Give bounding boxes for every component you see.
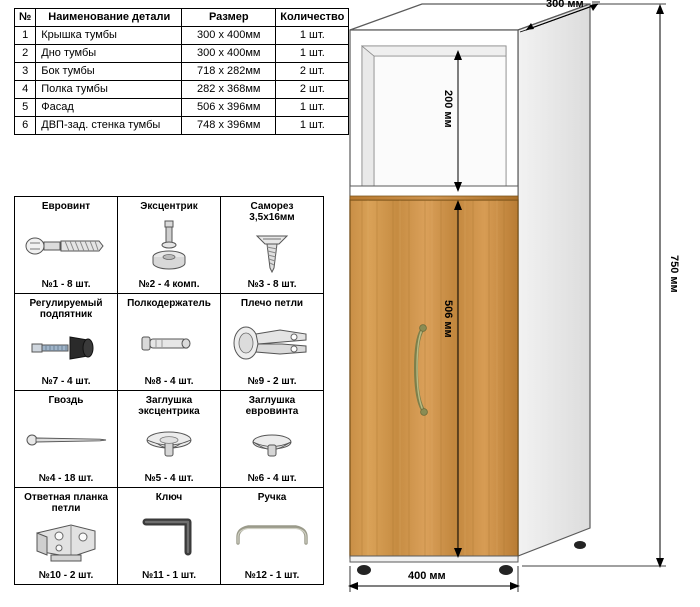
cell-quantity: 1 шт.	[276, 117, 349, 135]
dimension-label-width: 400 мм	[408, 570, 446, 582]
cell-part-name: Полка тумбы	[36, 81, 182, 99]
header-number: №	[15, 9, 36, 27]
cabinet-niche-back	[374, 56, 506, 186]
table-row	[15, 99, 349, 117]
hardware-quantity: №5 - 4 шт.	[144, 473, 194, 484]
dimension-label-niche-height: 200 мм	[442, 90, 454, 128]
hardware-title-line1: Саморез	[250, 201, 294, 212]
hardware-title-line1: Ответная планка	[24, 492, 108, 503]
hardware-row	[15, 391, 324, 488]
hardware-cell-euro-screw-cap	[221, 391, 324, 488]
cell-size: 506 х 396мм	[182, 99, 276, 117]
hardware-row	[15, 197, 324, 294]
table-row	[15, 63, 349, 81]
hardware-title-line1: Регулируемый	[29, 298, 103, 309]
cam-lock-icon	[119, 212, 219, 279]
hardware-cell-hinge-plate	[15, 488, 118, 585]
dimension-label-total-height: 750 мм	[668, 255, 680, 293]
hardware-title: Плечо петли	[240, 298, 304, 309]
header-part-name: Наименование детали	[36, 9, 182, 27]
cabinet-niche-left-wall	[362, 46, 374, 186]
hardware-grid	[14, 196, 324, 585]
handle-icon	[222, 503, 322, 570]
hardware-cell-cam-cap	[118, 391, 221, 488]
parts-table-header-row	[15, 9, 349, 27]
hardware-quantity: №8 - 4 шт.	[144, 376, 194, 387]
hardware-title-line2: 3,5х16мм	[249, 212, 295, 223]
table-row	[15, 27, 349, 45]
cam-cap-icon	[119, 417, 219, 473]
hardware-title-line1: Заглушка	[248, 395, 296, 406]
hardware-cell-hinge-arm	[221, 294, 324, 391]
cabinet-door-facade	[350, 200, 518, 558]
hardware-cell-adjustable-foot	[15, 294, 118, 391]
self-tapping-screw-icon	[222, 223, 322, 279]
hardware-title	[246, 395, 299, 417]
cell-number: 5	[15, 99, 36, 117]
hardware-title	[249, 201, 294, 223]
hardware-title	[30, 298, 103, 320]
cabinet-foot-back-right	[574, 541, 586, 549]
cabinet-drawing	[330, 0, 700, 602]
cell-part-name: Бок тумбы	[36, 63, 182, 81]
hardware-cell-euro-screw	[15, 197, 118, 294]
cell-part-name: Крышка тумбы	[36, 27, 182, 45]
cell-number: 3	[15, 63, 36, 81]
allen-key-icon	[119, 503, 219, 570]
cabinet-niche-ceiling	[362, 46, 506, 56]
hardware-quantity: №7 - 4 шт.	[41, 376, 91, 387]
hardware-quantity: №10 - 2 шт.	[38, 570, 94, 581]
hinge-arm-icon	[222, 309, 322, 376]
hinge-plate-icon	[16, 514, 116, 570]
hardware-title-line2: петли	[51, 503, 81, 514]
cell-quantity: 1 шт.	[276, 27, 349, 45]
hardware-row	[15, 488, 324, 585]
hardware-quantity: №3 - 8 шт.	[247, 279, 297, 290]
hardware-row	[15, 294, 324, 391]
cell-part-name: Фасад	[36, 99, 182, 117]
hardware-title: Эксцентрик	[140, 201, 198, 212]
parts-table	[14, 8, 349, 135]
table-row	[15, 45, 349, 63]
cell-quantity: 1 шт.	[276, 99, 349, 117]
cabinet-right-side	[518, 4, 590, 556]
cell-quantity: 2 шт.	[276, 63, 349, 81]
dimension-label-depth: 300 мм	[546, 0, 584, 10]
cell-part-name: ДВП-зад. стенка тумбы	[36, 117, 182, 135]
euro-screw-cap-icon	[222, 417, 322, 473]
cabinet-foot-front-left	[357, 565, 371, 575]
cell-size: 748 х 396мм	[182, 117, 276, 135]
hardware-title: Ручка	[257, 492, 287, 503]
hardware-cell-self-tapping-screw	[221, 197, 324, 294]
hardware-title: Полкодержатель	[127, 298, 211, 309]
hardware-quantity: №9 - 2 шт.	[247, 376, 297, 387]
cell-size: 300 х 400мм	[182, 27, 276, 45]
euro-screw-icon	[16, 212, 116, 279]
hardware-title	[24, 492, 108, 514]
hardware-quantity: №2 - 4 комп.	[138, 279, 200, 290]
cabinet-bottom-edge	[350, 556, 518, 562]
header-size: Размер	[182, 9, 276, 27]
hardware-cell-handle	[221, 488, 324, 585]
dimension-label-door-height: 506 мм	[442, 300, 454, 338]
table-row	[15, 117, 349, 135]
hardware-cell-shelf-support	[118, 294, 221, 391]
cell-quantity: 1 шт.	[276, 45, 349, 63]
hardware-quantity: №4 - 18 шт.	[38, 473, 94, 484]
hardware-title-line1: Заглушка	[145, 395, 193, 406]
hardware-title-line2: подпятник	[39, 309, 93, 320]
table-row	[15, 81, 349, 99]
hardware-title: Гвоздь	[48, 395, 84, 406]
hardware-cell-cam-lock	[118, 197, 221, 294]
hardware-quantity: №6 - 4 шт.	[247, 473, 297, 484]
cell-number: 6	[15, 117, 36, 135]
cabinet-foot-front-right	[499, 565, 513, 575]
hardware-quantity: №11 - 1 шт.	[141, 570, 197, 581]
cell-quantity: 2 шт.	[276, 81, 349, 99]
hardware-title-line2: эксцентрика	[138, 406, 200, 417]
cabinet-svg	[330, 0, 700, 602]
hardware-title: Евровинт	[41, 201, 91, 212]
hardware-title	[138, 395, 199, 417]
cabinet-door-top-edge	[350, 196, 518, 200]
hardware-title-line2: евровинта	[245, 406, 299, 417]
cell-number: 1	[15, 27, 36, 45]
hardware-cell-allen-key	[118, 488, 221, 585]
cell-size: 300 х 400мм	[182, 45, 276, 63]
hardware-quantity: №1 - 8 шт.	[41, 279, 91, 290]
shelf-support-icon	[119, 309, 219, 376]
cell-number: 4	[15, 81, 36, 99]
cell-size: 718 х 282мм	[182, 63, 276, 81]
adjustable-foot-icon	[16, 320, 116, 376]
cell-part-name: Дно тумбы	[36, 45, 182, 63]
hardware-cell-nail	[15, 391, 118, 488]
nail-icon	[16, 406, 116, 473]
hardware-quantity: №12 - 1 шт.	[244, 570, 300, 581]
cell-size: 282 х 368мм	[182, 81, 276, 99]
header-quantity: Количество	[276, 9, 349, 27]
cell-number: 2	[15, 45, 36, 63]
hardware-title: Ключ	[155, 492, 183, 503]
